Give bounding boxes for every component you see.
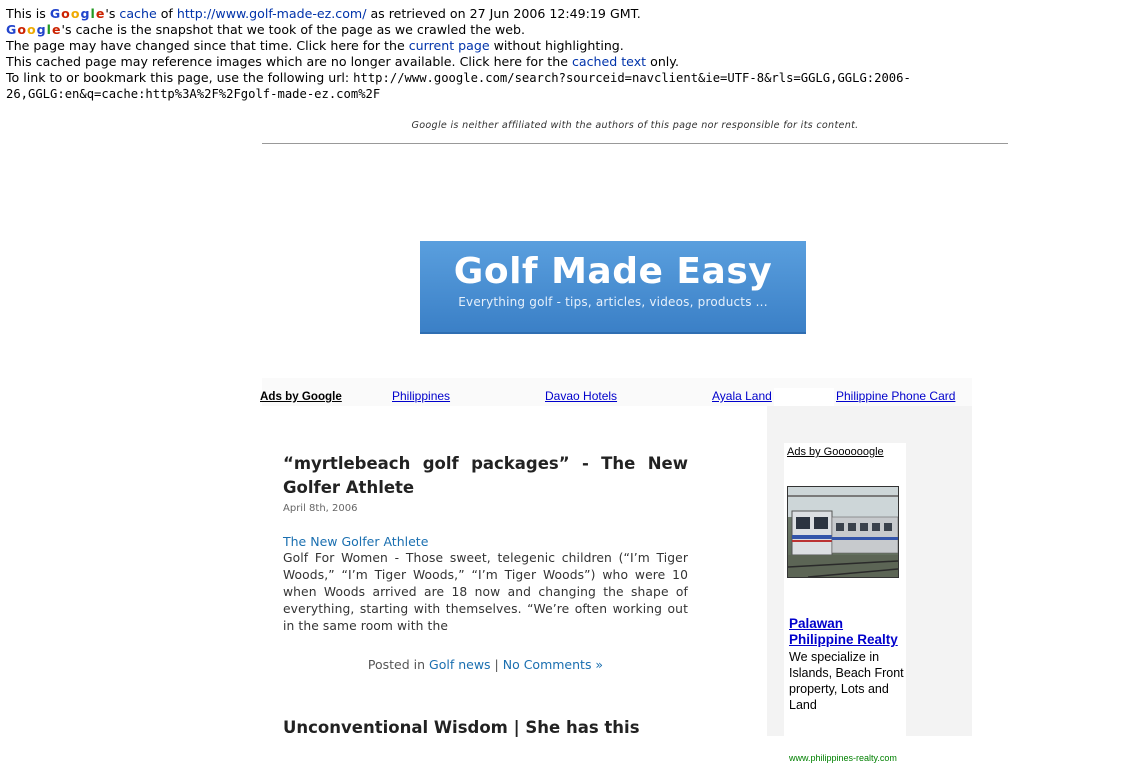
site-banner[interactable]: [420, 241, 806, 334]
post-title[interactable]: “myrtlebeach golf packages” - The New Golfer Athlete: [283, 454, 688, 497]
site-title[interactable]: Golf Made Easy: [453, 251, 773, 292]
ad-link-davao-hotels[interactable]: Davao Hotels: [545, 389, 618, 403]
cache-line-3: The page may have changed since that time. Click here for the current page without highlighting.: [6, 38, 624, 53]
train-photo: [788, 487, 898, 577]
post: [283, 452, 688, 672]
google-logo-text: Google: [6, 22, 62, 37]
post: [283, 716, 688, 740]
sidebar-ad-title[interactable]: Palawan Philippine Realty: [789, 616, 898, 647]
post-title[interactable]: Unconventional Wisdom | She has this: [283, 718, 640, 737]
bookmark-url: http://www.google.com/search?sourceid=navclient&ie=UTF-8&rls=GGLG,GGLG:2006-: [353, 71, 911, 85]
cached-text-link[interactable]: cached text: [571, 54, 647, 69]
sidebar-ad-description: We specialize in Islands, Beach Front property, Lots and Land: [789, 650, 904, 712]
site-tagline: Everything golf - tips, articles, videos, products ...: [458, 295, 768, 309]
ad-link-ayala-land[interactable]: Ayala Land: [712, 389, 772, 403]
cache-link[interactable]: cache: [119, 6, 157, 21]
sidebar-ad: [784, 443, 906, 763]
post-meta: Posted in Golf news | No Comments »: [367, 657, 604, 672]
bookmark-url-cont: 26,GGLG:en&q=cache:http%3A%2F%2Fgolf-made-ez.com%2F: [6, 87, 381, 101]
sidebar-ads-label[interactable]: Ads by Goooooogle: [787, 446, 884, 458]
cache-line-5: To link to or bookmark this page, use the following url: http://www.google.com/search?sourceid=navclient&ie=UTF-8&rls=GGLG,GGLG:2006-: [6, 70, 911, 85]
ad-link-philippines[interactable]: Philippines: [392, 389, 451, 403]
cache-disclaimer: Google is neither affiliated with the authors of this page nor responsible for its content.: [411, 120, 859, 131]
cache-line-4: This cached page may reference images which are no longer available. Click here for the cached text only.: [6, 54, 679, 69]
google-ad-bar: [262, 378, 972, 406]
original-url-link[interactable]: http://www.golf-made-ez.com/: [176, 6, 367, 21]
sidebar: [767, 406, 972, 763]
ad-link-phone-card[interactable]: Philippine Phone Card: [836, 389, 956, 403]
post-date: April 8th, 2006: [283, 503, 358, 514]
divider: [262, 143, 1008, 144]
post-body: Golf For Women - Those sweet, telegenic children (“I’m Tiger Woods,” “I’m Tiger Woods,” “I’m Tiger Woods”) who were 10 when Woods arrived are 18 now and changing the shape of everything, starting with themselves. “We’re often working out in the same room with the: [283, 551, 688, 633]
category-link[interactable]: Golf news: [429, 657, 491, 672]
post-source-link[interactable]: The New Golfer Athlete: [283, 534, 429, 549]
cache-line-2: Google's cache is the snapshot that we took of the page as we crawled the web.: [6, 22, 526, 37]
sidebar-ad-url[interactable]: www.philippines-realty.com: [789, 753, 897, 763]
google-cache-header: [6, 6, 1106, 102]
ads-by-google-label[interactable]: Ads by Google: [260, 390, 342, 403]
comments-link[interactable]: No Comments »: [502, 657, 604, 672]
cache-line-1: This is Google's cache of http://www.golf-made-ez.com/ as retrieved on 27 Jun 2006 12:49:19 GMT.: [6, 6, 641, 21]
cache-line-6: [6, 86, 1106, 102]
google-logo-text: Google: [49, 6, 106, 21]
current-page-link[interactable]: current page: [408, 38, 490, 53]
train-image[interactable]: [787, 486, 899, 578]
